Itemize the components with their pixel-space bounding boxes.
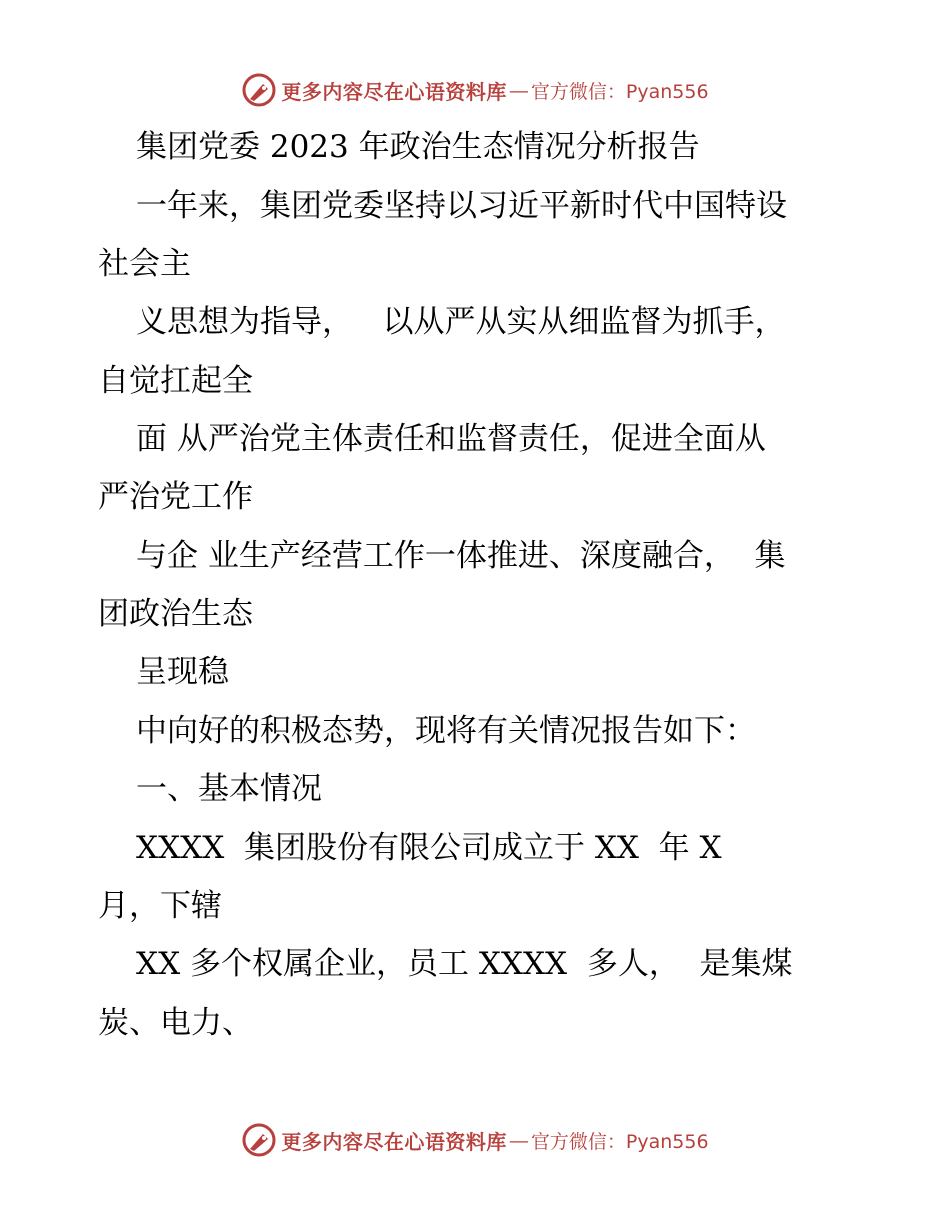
- header-brand-text: 更多内容尽在心语资料库: [281, 79, 507, 104]
- footer-watermark: [0, 1120, 950, 1160]
- header-watermark: [0, 70, 950, 110]
- paragraph-line: XXXX 集团股份有限公司成立于 XX 年 X: [136, 830, 722, 866]
- paragraph-line: 自觉扛起全: [98, 363, 253, 399]
- footer-brand-text: 更多内容尽在心语资料库: [281, 1129, 507, 1154]
- paragraph-line: 月，下辖: [98, 888, 222, 924]
- paragraph-line: 团政治生态: [98, 596, 253, 632]
- section-heading: 一、基本情况: [136, 771, 322, 807]
- footer-dash: —: [508, 1128, 529, 1152]
- pen-nib-logo-icon: [241, 72, 277, 108]
- paragraph-line: 中向好的积极态势，现将有关情况报告如下：: [136, 713, 756, 749]
- paragraph-line: 与企 业生产经营工作一体推进、深度融合， 集: [136, 538, 786, 574]
- pen-nib-logo-icon: [241, 1122, 277, 1158]
- paragraph-line: 炭、电力、: [98, 1005, 253, 1041]
- paragraph-line: 义思想为指导， 以从严从实从细监督为抓手，: [136, 304, 786, 340]
- paragraph-line: 一年来，集团党委坚持以习近平新时代中国特设: [136, 188, 787, 224]
- paragraph-line: XX 多个权属企业，员工 XXXX 多人， 是集煤: [136, 946, 793, 982]
- header-dash: —: [508, 78, 529, 102]
- document-title: 集团党委 2023 年政治生态情况分析报告: [136, 129, 700, 165]
- paragraph-line: 呈现稳: [136, 654, 229, 690]
- header-wechat-text: 官方微信：Pyan556: [530, 80, 709, 103]
- paragraph-line: 社会主: [98, 246, 191, 282]
- paragraph-line: 面 从严治党主体责任和监督责任，促进全面从: [136, 421, 766, 457]
- footer-wechat-text: 官方微信：Pyan556: [530, 1130, 709, 1153]
- paragraph-line: 严治党工作: [98, 479, 253, 515]
